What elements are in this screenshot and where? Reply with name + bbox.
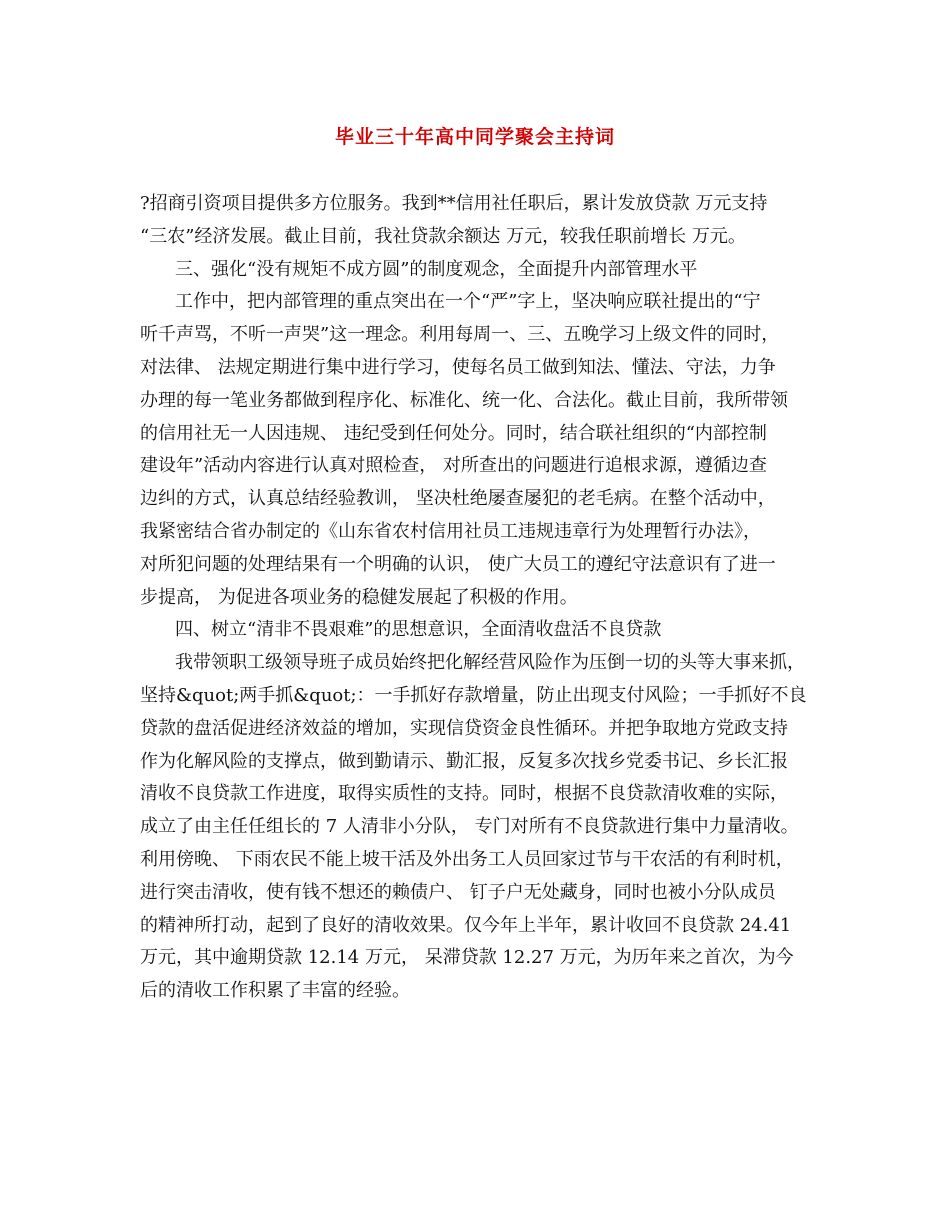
text-line: 我紧密结合省办制定的《山东省农村信用社员工违规违章行为处理暂行办法》，: [140, 520, 761, 542]
text-line: 后的清收工作积累了丰富的经验。: [140, 980, 410, 1002]
text-line: 对法律、 法规定期进行集中进行学习，使每名员工做到知法、懂法、守法，力争: [140, 356, 776, 378]
text-line: 作为化解风险的支撑点，做到勤请示、勤汇报，反复多次找乡党委书记、乡长汇报: [140, 750, 788, 772]
text-line: 三、强化“没有规矩不成方圆”的制度观念，全面提升内部管理水平: [175, 258, 698, 280]
document-body: [140, 188, 828, 1008]
text-line: 的信用社无一人因违规、 违纪受到任何处分。同时，结合联社组织的“内部控制: [140, 422, 767, 444]
text-line: 成立了由主任任组长的 7 人清非小分队， 专门对所有不良贷款进行集中力量清收。: [140, 816, 799, 838]
text-line: 进行突击清收，使有钱不想还的赖债户、 钉子户无处藏身，同时也被小分队成员: [140, 881, 776, 903]
text-line: “三农”经济发展。截止目前，我社贷款余额达 万元，较我任职前增长 万元。: [140, 225, 746, 247]
text-line: 万元，其中逾期贷款 12.14 万元， 呆滞贷款 12.27 万元，为历年来之首次，为今: [140, 947, 794, 969]
text-line: 坚持&quot;两手抓&quot;：一手抓好存款增量，防止出现支付风险；一手抓好不良: [140, 684, 807, 706]
text-line: 我带领职工级领导班子成员始终把化解经营风险作为压倒一切的头等大事来抓，: [175, 652, 805, 674]
text-line: 步提高， 为促进各项业务的稳健发展起了积极的作用。: [140, 586, 578, 608]
text-line: 听千声骂，不听一声哭”这一理念。利用每周一、三、五晚学习上级文件的同时，: [140, 324, 780, 346]
text-line: ?招商引资项目提供多方位服务。我到**信用社任职后，累计发放贷款 万元支持: [140, 193, 768, 214]
text-line: 边纠的方式，认真总结经验教训， 坚决杜绝屡查屡犯的老毛病。在整个活动中，: [140, 488, 776, 510]
text-line: 四、树立“清非不畏艰难”的思想意识，全面清收盘活不良贷款: [175, 619, 662, 641]
document-title: 毕业三十年高中同学聚会主持词: [334, 126, 615, 148]
text-line: 建设年”活动内容进行认真对照检查， 对所查出的问题进行追根求源，遵循边查: [140, 455, 767, 477]
text-line: 利用傍晚、 下雨农民不能上坡干活及外出务工人员回家过节与干农活的有利时机，: [140, 848, 794, 870]
text-line: 的精神所打动，起到了良好的清收效果。仅今年上半年，累计收回不良贷款 24.41: [140, 914, 792, 936]
text-line: 清收不良贷款工作进度，取得实质性的支持。同时，根据不良贷款清收难的实际，: [140, 783, 788, 805]
text-line: 贷款的盘活促进经济效益的增加，实现信贷资金良性循环。并把争取地方党政支持: [140, 717, 788, 739]
text-line: 办理的每一笔业务都做到程序化、标准化、统一化、合法化。截止目前，我所带领: [140, 389, 788, 411]
text-line: 对所犯问题的处理结果有一个明确的认识， 使广大员工的遵纪守法意识有了进一: [140, 553, 776, 575]
text-line: 工作中，把内部管理的重点突出在一个“严”字上，坚决响应联社提出的“宁: [175, 291, 761, 313]
